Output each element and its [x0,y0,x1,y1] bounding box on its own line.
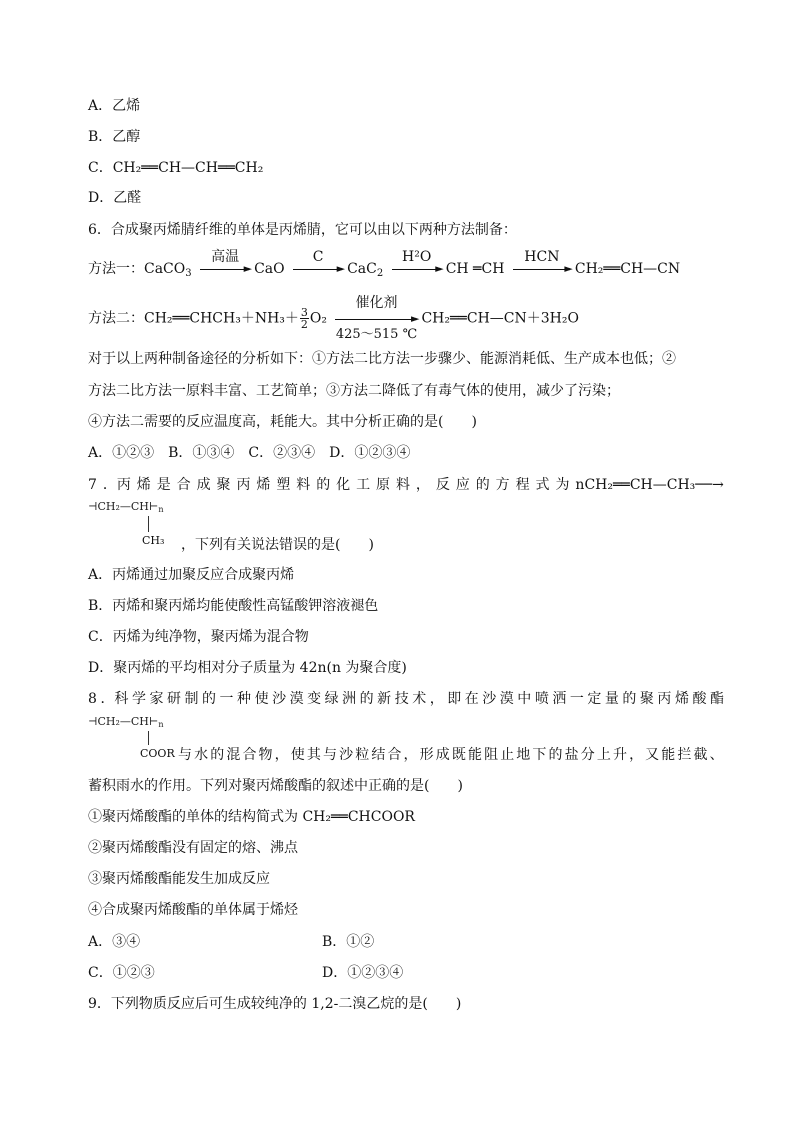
word: 地 [516,747,531,763]
q5-option-b: B．乙醇 [88,129,141,145]
word: 料 [296,477,311,493]
word: 与 [322,747,337,763]
q5-option-d: D．乙醛 [88,190,142,206]
word: 喷 [534,691,549,707]
word: 止 [500,747,515,763]
word: 应 [455,477,470,493]
word: 分 [580,747,595,763]
word: 能 [661,747,676,763]
reaction-arrow: 催化剂 ► 425～515 ℃ [335,294,420,342]
methyl-group: CH₃ [142,534,165,547]
word: 化 [336,477,351,493]
word: 原 [376,477,391,493]
word: 混 [226,747,241,763]
word: 种 [237,691,252,707]
word: nCH₂══CH—CH₃──→ [575,477,724,493]
word: 既 [451,747,466,763]
q6-options: A．①②③ B．①③④ C．②③④ D．①②③④ [88,445,411,461]
word: 量 [604,691,619,707]
word: 的 [210,747,225,763]
q6-analysis-line-3: ④方法二需要的反应温度高，耗能大。其中分析正确的是( ) [88,414,477,430]
q6-method1: 方法一：CaCO$_3$ 高温 ► CaO C ► CaC$_2$ H²O ► CH ═CH HCN ► CH₂══CH—CN [88,249,681,279]
word: 8 [88,691,97,707]
word: 在 [464,691,479,707]
word: 一 [569,691,584,707]
q6-method2: 方法二：CH₂══CHCH₃＋NH₃＋ $\frac{3}{2}$ O₂ 催化剂 ► 425～515 ℃ CH₂══CH—CN＋3H₂O [88,294,579,342]
word: 定 [587,691,602,707]
q7-stem [88,475,724,495]
word: 即 [447,691,462,707]
word: 烯 [136,477,151,493]
reaction-arrow: HCN ► [511,259,573,279]
bond-line [148,731,149,745]
q8-statement-4: ④合成聚丙烯酸酯的单体属于烯烃 [88,902,298,918]
word: 盐 [564,747,579,763]
word: ， [415,477,430,493]
word: 丙 [236,477,251,493]
q8-stem-cont [178,745,724,765]
word: 变 [307,691,322,707]
word: 酯 [709,691,724,707]
word: 的 [316,477,331,493]
q7-option-d: D．聚丙烯的平均相对分子质量为 42n(n 为聚合度) [88,660,407,676]
word: 研 [166,691,181,707]
word: ．科 [100,691,129,707]
word: 中 [517,691,532,707]
word: 漠 [289,691,304,707]
word: 合 [387,747,402,763]
word: 沙 [272,691,287,707]
word: 方 [495,477,510,493]
fraction: $\frac{3}{2}$ [300,306,308,331]
word: 为 [555,477,570,493]
word: 烯 [256,477,271,493]
word: 洒 [552,691,567,707]
word: 与 [178,747,192,763]
word: 合 [242,747,257,763]
q7-question: ，下列有关说法错误的是( ) [181,537,374,553]
word: 物 [258,747,273,763]
word: 结 [371,747,386,763]
word: 、 [709,747,724,763]
word: 成 [196,477,211,493]
word: 一 [219,691,234,707]
q8-stem [88,689,724,709]
word: 使 [290,747,305,763]
word: 下 [532,747,547,763]
q5-option-a: A．乙烯 [88,98,141,114]
word: 术 [412,691,427,707]
word: 拦 [677,747,692,763]
word: 沙 [482,691,497,707]
word: 合 [176,477,191,493]
word: 聚 [639,691,654,707]
word: 能 [467,747,482,763]
q7-option-b: B．丙烯和聚丙烯均能使酸性高锰酸钾溶液褪色 [88,598,379,614]
word: 新 [377,691,392,707]
q7-option-a: A．丙烯通过加聚反应合成聚丙烯 [88,567,295,583]
word: 又 [645,747,660,763]
q8-option-a: A．③④ [88,934,141,950]
word: 工 [356,477,371,493]
word: ， [429,691,444,707]
word: 是 [156,477,171,493]
reaction-arrow: H²O ► [390,259,444,279]
word: 洲 [342,691,357,707]
bond-line [148,516,149,532]
ester-group: COOR [140,747,175,760]
q6-stem: 6．合成聚丙烯腈纤维的单体是丙烯腈，它可以由以下两种方法制备： [88,222,517,238]
word: 的 [548,747,563,763]
word: 丙 [657,691,672,707]
q8-option-b: B．①② [322,934,375,950]
q8-statement-3: ③聚丙烯酸酯能发生加成反应 [88,871,270,887]
word: 家 [149,691,164,707]
word: 聚 [216,477,231,493]
word: ．丙 [102,477,131,493]
q8-option-d: D．①②③④ [322,965,404,981]
word: 学 [131,691,146,707]
q9-stem: 9．下列物质反应后可生成较纯净的 1,2-二溴乙烷的是( ) [88,996,462,1012]
polypropylene-structure: $⊣CH_2—CH⊢_n$ [88,500,164,514]
word: 漠 [499,691,514,707]
word: 烯 [674,691,689,707]
word: 使 [254,691,269,707]
word: 粒 [355,747,370,763]
word: 程 [515,477,530,493]
word: 的 [622,691,637,707]
word: 上 [596,747,611,763]
word: ， [629,747,644,763]
word: 制 [184,691,199,707]
word: 截 [693,747,708,763]
word: 其 [306,747,321,763]
polyacrylate-structure: $⊣CH_2—CH⊢_n$ [88,715,164,729]
word: 式 [535,477,550,493]
reaction-arrow: 高温 ► [198,259,252,279]
word: 的 [359,691,374,707]
word: 绿 [324,691,339,707]
word: 技 [394,691,409,707]
word: 的 [475,477,490,493]
word: 形 [419,747,434,763]
word: 塑 [276,477,291,493]
word: 的 [202,691,217,707]
word: ， [274,747,289,763]
q8-option-c: C．①②③ [88,965,155,981]
q6-analysis-line-1: 对于以上两种制备途径的分析如下：①方法二比方法一步骤少、能源消耗低、生产成本也低；② [88,351,676,367]
word: 沙 [339,747,354,763]
word: 水 [194,747,209,763]
word: 料 [395,477,410,493]
word: 酸 [692,691,707,707]
q8-statement-2: ②聚丙烯酸酯没有固定的熔、沸点 [88,840,298,856]
q6-analysis-line-2: 方法二比方法一原料丰富、工艺简单；③方法二降低了有毒气体的使用，减少了污染； [88,383,620,399]
q8-stem-line3: 蓄积雨水的作用。下列对聚丙烯酸酯的叙述中正确的是( ) [88,778,463,794]
q7-option-c: C．丙烯为纯净物，聚丙烯为混合物 [88,629,309,645]
word: 阻 [484,747,499,763]
q5-option-c: C．CH₂══CH—CH══CH₂ [88,160,264,176]
word: 升 [612,747,627,763]
word: 7 [88,477,97,493]
reaction-arrow: C ► [291,259,345,279]
word: 成 [435,747,450,763]
word: ， [403,747,418,763]
word: 反 [435,477,450,493]
q8-statement-1: ①聚丙烯酸酯的单体的结构简式为 CH₂══CHCOOR [88,809,415,825]
